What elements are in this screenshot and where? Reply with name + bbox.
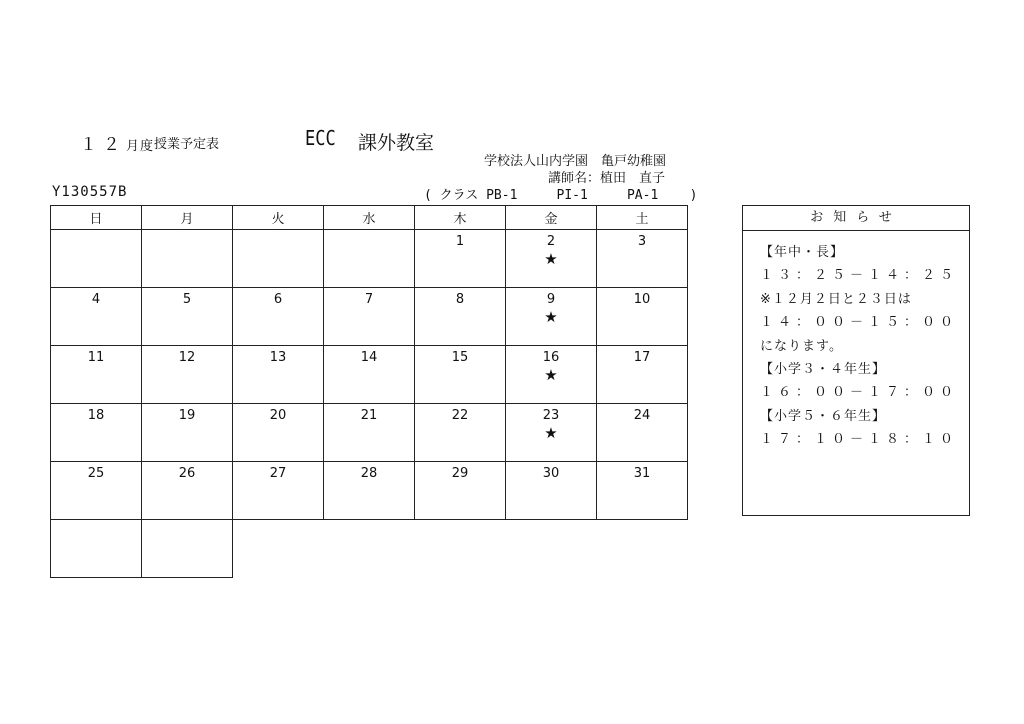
notice-line: １６：００－１７：００	[760, 385, 959, 401]
notice-line: 【年中・長】	[760, 245, 845, 260]
weekday-header-row	[51, 206, 688, 230]
notice-line: １３：２５－１４：２５	[760, 268, 959, 284]
day-number: 24	[633, 408, 651, 423]
day-number: 2	[546, 234, 556, 249]
calendar-day-cell	[415, 288, 506, 346]
calendar-day-cell	[324, 346, 415, 404]
notice-title: お知らせ	[743, 206, 969, 231]
day-number: 4	[91, 292, 101, 307]
calendar-week-row	[51, 230, 688, 288]
calendar-day-cell	[142, 230, 233, 288]
calendar-day-cell	[233, 230, 324, 288]
calendar-day-cell	[324, 404, 415, 462]
day-number: 23	[542, 408, 560, 423]
calendar-day-cell	[142, 462, 233, 520]
day-number: 3	[637, 234, 647, 249]
day-number: 13	[269, 350, 287, 365]
day-number: 29	[451, 466, 469, 481]
day-number: 30	[542, 466, 560, 481]
calendar-day-cell	[142, 346, 233, 404]
school-name: 学校法人山内学園 亀戸幼稚園	[484, 154, 667, 169]
calendar-day-cell	[597, 230, 688, 288]
schedule-label: 授業予定表	[154, 137, 220, 152]
day-number	[51, 230, 141, 234]
document-code: Y130557B	[52, 184, 128, 200]
calendar-day-cell	[506, 404, 597, 462]
lesson-star-icon: ★	[544, 424, 558, 442]
weekday-header: 水	[324, 206, 415, 230]
calendar-day-cell	[51, 288, 142, 346]
calendar-day-cell	[415, 230, 506, 288]
calendar-day-cell	[324, 230, 415, 288]
month-title	[80, 130, 154, 155]
day-number: 18	[87, 408, 105, 423]
day-number: 7	[364, 292, 374, 307]
calendar-day-cell	[51, 404, 142, 462]
calendar-day-cell	[233, 404, 324, 462]
notice-line: １７：１０－１８：１０	[760, 432, 959, 448]
notice-line: １４：００－１５：００	[760, 315, 959, 331]
notice-line: 【小学５・６年生】	[760, 408, 887, 424]
calendar-day-cell	[51, 520, 142, 578]
calendar-day-cell	[233, 288, 324, 346]
calendar-week-row	[51, 462, 688, 520]
day-number: 16	[542, 350, 560, 365]
calendar-day-cell	[597, 346, 688, 404]
calendar-day-cell	[324, 462, 415, 520]
calendar-table	[50, 205, 688, 578]
notice-body	[743, 231, 969, 452]
calendar-day-cell	[506, 462, 597, 520]
day-number: 31	[633, 466, 651, 481]
day-number: 6	[273, 292, 283, 307]
calendar-day-cell	[506, 346, 597, 404]
calendar-day-cell	[597, 462, 688, 520]
notice-line: 【小学３・４年生】	[760, 361, 887, 377]
month-suffix: 月度	[126, 139, 155, 154]
ecc-logo-text: ECC	[305, 126, 336, 150]
calendar-body	[51, 230, 688, 578]
day-number: 17	[633, 350, 651, 365]
day-number	[142, 520, 232, 524]
day-number: 25	[87, 466, 105, 481]
lesson-star-icon: ★	[544, 366, 558, 384]
weekday-header: 日	[51, 206, 142, 230]
calendar-day-cell	[233, 346, 324, 404]
day-number: 11	[87, 350, 105, 365]
calendar-day-cell	[233, 462, 324, 520]
calendar-day-cell	[324, 288, 415, 346]
calendar-week-row	[51, 520, 688, 578]
weekday-header: 土	[597, 206, 688, 230]
teacher-name: 講師名：植田 直子	[548, 171, 666, 186]
class-list: ( クラス PB-1 PI-1 PA-1 )	[424, 188, 698, 203]
day-number: 1	[455, 234, 465, 249]
notice-box	[742, 205, 970, 516]
calendar-day-cell	[142, 404, 233, 462]
notice-line: ※１２月２日と２３日は	[760, 291, 912, 307]
day-number: 22	[451, 408, 469, 423]
day-number	[324, 230, 414, 234]
month-number: １２	[80, 135, 126, 155]
calendar-day-cell	[415, 404, 506, 462]
day-number: 27	[269, 466, 287, 481]
day-number: 26	[178, 466, 196, 481]
lesson-star-icon: ★	[544, 250, 558, 268]
calendar-day-cell	[51, 230, 142, 288]
lesson-star-icon: ★	[544, 308, 558, 326]
weekday-header: 木	[415, 206, 506, 230]
day-number	[233, 230, 323, 234]
calendar-day-cell	[51, 346, 142, 404]
calendar-day-cell	[597, 404, 688, 462]
calendar-day-cell	[51, 462, 142, 520]
calendar-day-cell	[415, 346, 506, 404]
day-number: 9	[546, 292, 556, 307]
calendar-day-cell	[142, 520, 233, 578]
day-number: 5	[182, 292, 192, 307]
calendar-week-row	[51, 288, 688, 346]
calendar-day-cell	[597, 288, 688, 346]
day-number: 20	[269, 408, 287, 423]
calendar-day-cell	[415, 462, 506, 520]
weekday-header: 火	[233, 206, 324, 230]
class-name: 課外教室	[358, 132, 435, 154]
day-number: 12	[178, 350, 196, 365]
notice-line: になります。	[760, 338, 843, 354]
day-number: 15	[451, 350, 469, 365]
calendar-day-cell	[506, 288, 597, 346]
weekday-header: 月	[142, 206, 233, 230]
calendar-day-cell	[142, 288, 233, 346]
day-number	[51, 520, 141, 524]
day-number: 19	[178, 408, 196, 423]
day-number: 21	[360, 408, 378, 423]
day-number	[142, 230, 232, 234]
weekday-header: 金	[506, 206, 597, 230]
day-number: 28	[360, 466, 378, 481]
calendar-day-cell	[506, 230, 597, 288]
day-number: 8	[455, 292, 465, 307]
calendar-week-row	[51, 346, 688, 404]
day-number: 10	[633, 292, 651, 307]
day-number: 14	[360, 350, 378, 365]
calendar-week-row	[51, 404, 688, 462]
